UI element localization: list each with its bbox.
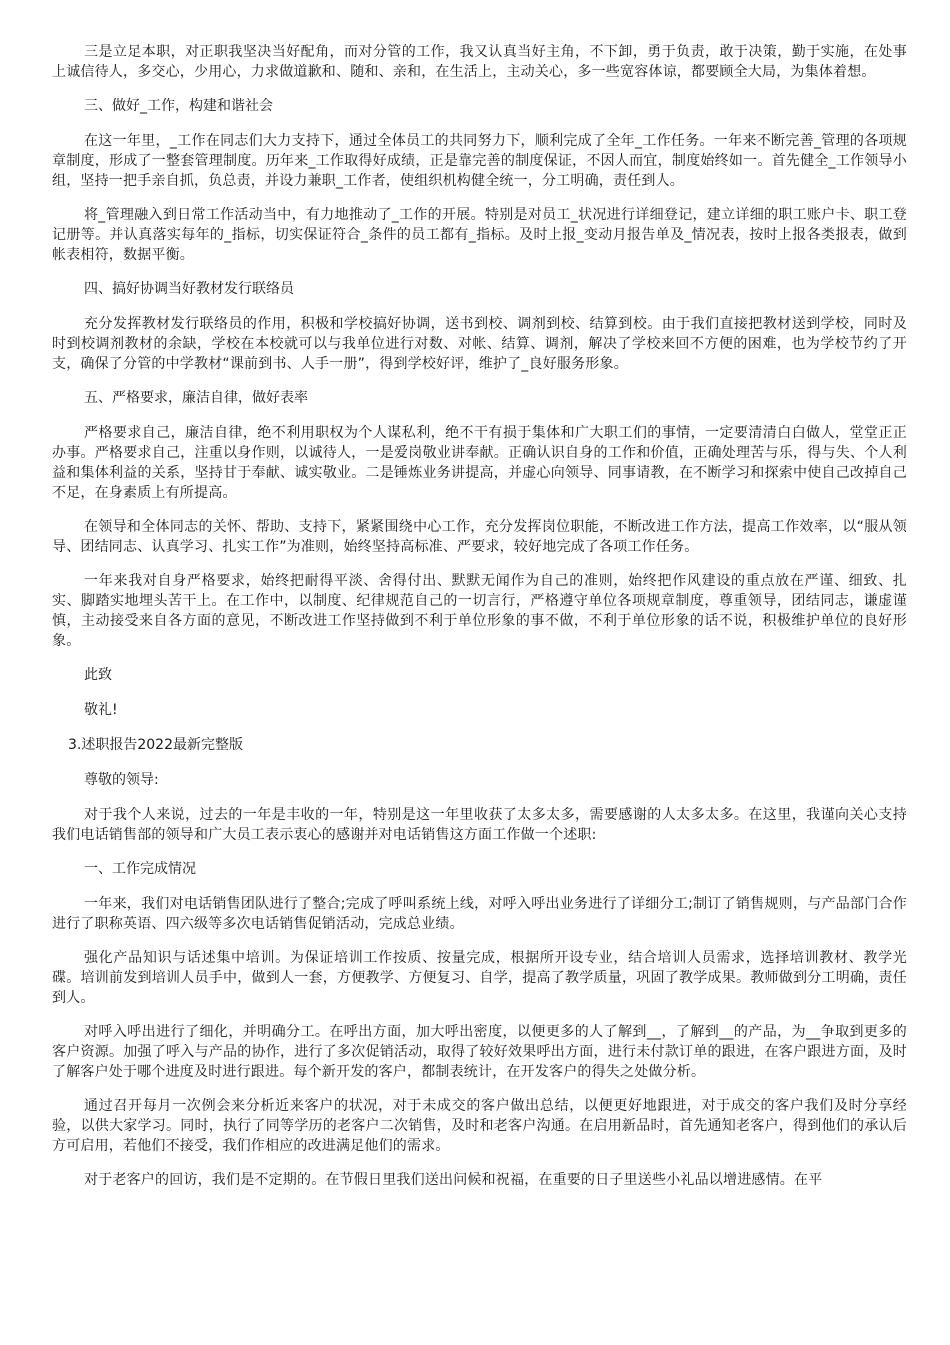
heading-three: 三、做好_工作，构建和谐社会: [84, 98, 273, 114]
closing-cizhi: 此致: [84, 667, 112, 683]
heading-one: 一、工作完成情况: [84, 861, 196, 877]
salutation: 尊敬的领导:: [84, 772, 159, 788]
paragraph-training: 强化产品知识与话述集中培训。为保证培训工作按质、按量完成，根据所开设专业，结合培训人员需求，选择培训教材、教学光碟。培训前发到培训人员手中，做到人一套，方便教学、方便复习、自学，提高了教学质量，巩固了教学成果。教师做到分工明确，责任到人。: [52, 950, 907, 1006]
paragraph-leadership: 在领导和全体同志的关怀、帮助、支持下，紧紧围绕中心工作，充分发挥岗位职能，不断改进工作方法，提高工作效率，以“服从领导、团结同志、认真学习、扎实工作”为准则，始终坚持高标准、严要求，较好地完成了各项工作任务。: [52, 519, 907, 555]
paragraph-self-discipline: 严格要求自己，廉洁自律，绝不利用职权为个人谋私利，绝不干有损于集体和广大职工们的事情，一定要清清白白做人，堂堂正正办事。严格要求自己，注重以身作则，以诚待人，一是爱岗敬业讲奉献。正确认识自身的工作和价值，正确处理苦与乐，得与失、个人利益和集体利益的关系，坚持甘于奉献、诚实敬业。二是锤炼业务讲提高，并虚心向领导、同事请教，在不断学习和探索中使自己改掉自己不足，在身素质上有所提高。: [52, 425, 907, 501]
paragraph-intro: 对于我个人来说，过去的一年是丰收的一年，特别是这一年里收获了太多太多，需要感谢的人太多太多。在这里，我谨向关心支持我们电话销售部的领导和广大员工表示衷心的感谢并对电话销售这方面工作做一个述职:: [52, 807, 907, 843]
heading-five: 五、严格要求，廉洁自律，做好表率: [84, 390, 308, 406]
closing-jingli: 敬礼!: [84, 702, 118, 718]
paragraph-textbook: 充分发挥教材发行联络员的作用，积极和学校搞好协调，送书到校、调剂到校、结算到校。由于我们直接把教材送到学校，同时及时到校调剂教材的余缺，学校在本校就可以与我单位进行对数、对帐、结算、调剂，解决了学校来回不方便的困难，也为学校节约了开支，确保了分管的中学教材“课前到书、人手一册”，得到学校好评，维护了_良好服务形象。: [52, 316, 907, 372]
paragraph-management: 将_管理融入到日常工作活动当中，有力地推动了_工作的开展。特别是对员工_状况进行详细登记，建立详细的职工账户卡、职工登记册等。并认真落实每年的_指标，切实保证符合_条件的员工都有_指标。及时上报_变动月报告单及_情况表，按时上报各类报表，做到帐表相符，数据平衡。: [52, 207, 907, 263]
paragraph-duty-role: 三是立足本职，对正职我坚决当好配角，而对分管的工作，我又认真当好主角，不下卸，勇于负责，敢于决策，勤于实施，在处事上诚信待人，多交心，少用心，力求做道歉和、随和、亲和，在生活上，主动关心，多一些宽容体谅，都要顾全大局，为集体着想。: [52, 44, 907, 80]
paragraph-revisit: 对于老客户的回访，我们是不定期的。在节假日里我们送出问候和祝福，在重要的日子里送些小礼品以增进感情。在平: [84, 1172, 823, 1188]
paragraph-calls: 对呼入呼出进行了细化，并明确分工。在呼出方面，加大呼出密度，以便更多的人了解到__，了解到__的产品，为__争取到更多的客户资源。加强了呼入与产品的协作，进行了多次促销活动，取得了较好效果呼出方面，进行未付款订单的跟进，在客户跟进方面，及时了解客户处于哪个进度及时进行跟进。每个新开发的客户，都制表统计，在开发客户的得失之处做分析。: [52, 1024, 907, 1080]
paragraph-meetings: 通过召开每月一次例会来分析近来客户的状况，对于未成交的客户做出总结，以便更好地跟进，对于成交的客户我们及时分享经验，以供大家学习。同时，执行了同等学历的老客户二次销售，及时和老客户沟通。在启用新品时，首先通知老客户，得到他们的承认后方可启用，若他们不接受，我们作相应的改进满足他们的需求。: [52, 1098, 907, 1154]
section-title-3: 3.述职报告2022最新完整版: [68, 737, 243, 753]
paragraph-strict-self: 一年来我对自身严格要求，始终把耐得平淡、舍得付出、默默无闻作为自己的准则，始终把作风建设的重点放在严谨、细致、扎实、脚踏实地埋头苦干上。在工作中，以制度、纪律规范自己的一切言行，严格遵守单位各项规章制度，尊重领导，团结同志，谦虚谨慎，主动接受来自各方面的意见，不断改进工作坚持做到不利于单位形象的事不做，不利于单位形象的话不说，积极维护单位的良好形象。: [52, 573, 907, 649]
document-page: [52, 42, 907, 1204]
heading-four: 四、搞好协调当好教材发行联络员: [84, 281, 294, 297]
paragraph-team: 一年来，我们对电话销售团队进行了整合;完成了呼叫系统上线，对呼入呼出业务进行了详细分工;制订了销售规则，与产品部门合作进行了职称英语、四六级等多次电话销售促销活动，完成总业绩。: [52, 896, 907, 932]
paragraph-year-work: 在这一年里，_工作在同志们大力支持下，通过全体员工的共同努力下，顺利完成了全年_工作任务。一年来不断完善_管理的各项规章制度，形成了一整套管理制度。历年来_工作取得好成绩，正是靠完善的制度保证，不因人而宜，制度始终如一。首先健全_工作领导小组，坚持一把手亲自抓，负总责，并设力兼职_工作者，使组织机构健全统一，分工明确，责任到人。: [52, 133, 907, 189]
